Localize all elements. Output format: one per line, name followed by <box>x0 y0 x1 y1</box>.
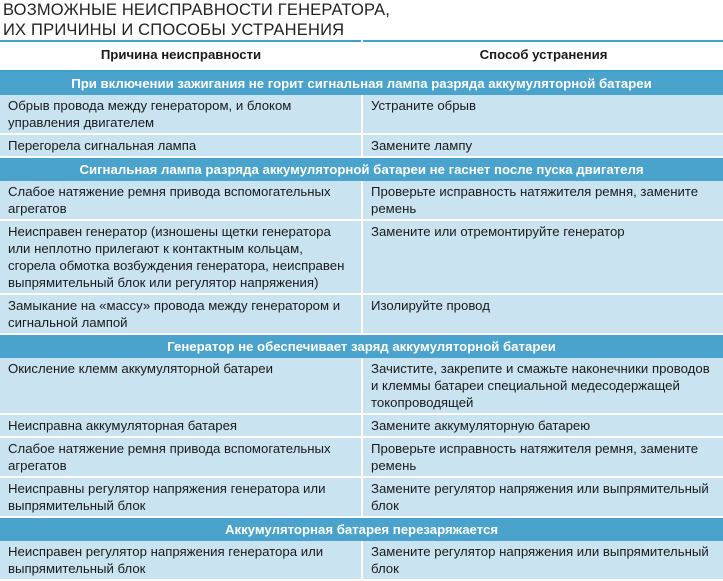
table-row <box>0 181 723 220</box>
remedy-cell: Замените регулятор напряжения или выпрямительный блок <box>362 477 723 517</box>
column-header-remedy: Способ устранения <box>362 41 723 71</box>
table-row <box>0 95 723 134</box>
column-header-cause: Причина неисправности <box>0 41 362 71</box>
table-row <box>0 477 723 517</box>
section-title: Сигнальная лампа разряда аккумуляторной батареи не гаснет после пуска двигателя <box>0 157 723 181</box>
remedy-cell: Замените лампу <box>362 134 723 157</box>
cause-cell: Обрыв провода между генератором, и блоком управления двигателем <box>0 95 362 134</box>
section-header-row <box>0 517 723 541</box>
section-header-row <box>0 334 723 358</box>
cause-cell: Неисправны регулятор напряжения генератора или выпрямительный блок <box>0 477 362 517</box>
table-row <box>0 134 723 157</box>
cause-cell: Неисправна аккумуляторная батарея <box>0 414 362 437</box>
title-line-2: ИХ ПРИЧИНЫ И СПОСОБЫ УСТРАНЕНИЯ <box>3 21 345 39</box>
title-line-1: ВОЗМОЖНЫЕ НЕИСПРАВНОСТИ ГЕНЕРАТОРА, <box>3 1 391 19</box>
table-row <box>0 437 723 477</box>
table-header-row <box>0 41 723 71</box>
table-row <box>0 358 723 414</box>
section-title: Аккумуляторная батарея перезаряжается <box>0 517 723 541</box>
table-row <box>0 414 723 437</box>
cause-cell: Неисправен генератор (изношены щетки генератора или неплотно прилегают к контактным кольцам, сгорела обмотка возбуждения генератора, неисправен выпрямительный блок или регулятор напряжения) <box>0 220 362 294</box>
section-header-row <box>0 71 723 95</box>
table-row <box>0 541 723 580</box>
remedy-cell: Изолируйте провод <box>362 294 723 334</box>
section-header-row <box>0 157 723 181</box>
remedy-cell: Проверьте исправность натяжителя ремня, замените ремень <box>362 437 723 477</box>
remedy-cell: Замените регулятор напряжения или выпрямительный блок <box>362 541 723 580</box>
remedy-cell: Замените или отремонтируйте генератор <box>362 220 723 294</box>
cause-cell: Перегорела сигнальная лампа <box>0 134 362 157</box>
cause-cell: Замыкание на «массу» провода между генератором и сигнальной лампой <box>0 294 362 334</box>
remedy-cell: Замените аккумуляторную батарею <box>362 414 723 437</box>
cause-cell: Слабое натяжение ремня привода вспомогательных агрегатов <box>0 181 362 220</box>
section-title: При включении зажигания не горит сигнальная лампа разряда аккумуляторной батареи <box>0 71 723 95</box>
cause-cell: Неисправен регулятор напряжения генератора или выпрямительный блок <box>0 541 362 580</box>
remedy-cell: Зачистите, закрепите и смажьте наконечники проводов и клеммы батареи специальной медесодержащей токопроводящей <box>362 358 723 414</box>
section-title: Генератор не обеспечивает заряд аккумуляторной батареи <box>0 334 723 358</box>
troubleshooting-table <box>0 40 723 581</box>
remedy-cell: Устраните обрыв <box>362 95 723 134</box>
table-row <box>0 294 723 334</box>
document-title <box>3 0 390 40</box>
cause-cell: Слабое натяжение ремня привода вспомогательных агрегатов <box>0 437 362 477</box>
table-row <box>0 220 723 294</box>
cause-cell: Окисление клемм аккумуляторной батареи <box>0 358 362 414</box>
remedy-cell: Проверьте исправность натяжителя ремня, замените ремень <box>362 181 723 220</box>
